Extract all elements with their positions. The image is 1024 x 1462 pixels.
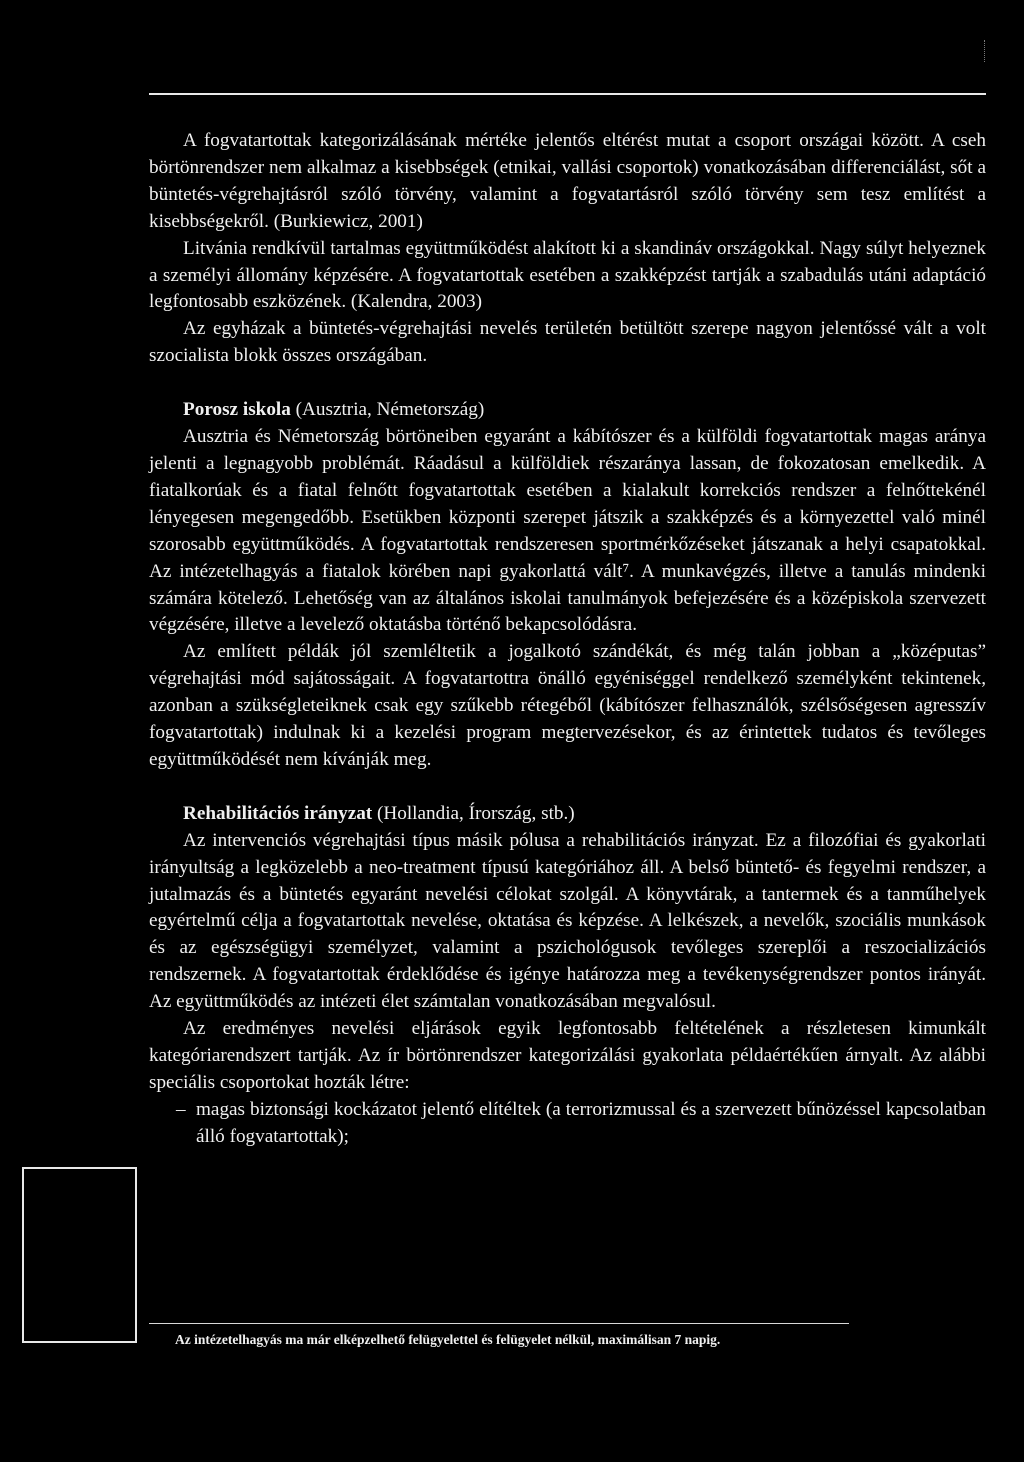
paragraph: Litvánia rendkívül tartalmas együttműködést alakított ki a skandináv országokkal. Nagy súlyt helyeznek a személyi állomány képzésére. A fogvatartottak esetében a szakképzést tartják a szabadulás utáni adaptáció legfontosabb eszközének. (Kalendra, 2003) (149, 237, 986, 313)
paragraph: Az eredményes nevelési eljárások egyik legfontosabb feltételének a részletesen kimunkált kategóriarendszert tartják. Az ír börtönrendszer kategorizálási gyakorlata példaértékűen árnyalt. Az alábbi speciális csoportokat hozták létre: (149, 1018, 986, 1093)
section-heading-rest: (Ausztria, Németország) (290, 399, 485, 421)
paragraph: Az egyházak a büntetés-végrehajtási nevelés területén betültött szerepe nagyon jelentőssé vált a volt szocialista blokk összes országában. (149, 318, 986, 367)
paragraph: Az intervenciós végrehajtási típus másik pólusa a rehabilitációs irányzat. Ez a filozófiai és gyakorlati irányultság a legközelebb a neo-treatment típusú kategóriához áll. A belső büntető- és fegyelmi rendszer, a jutalmazás és a büntetés egyaránt nevelési célokat szolgál. A könyvtárak, a tantermek és a tanműhelyek egyértelmű célja a fogvatartottak nevelése, oktatása és képzése. A lelkészek, a nevelők, szociális munkások és az egészségügyi személyzet, valamint a pszichológusok tevőleges szereplői a reszocializációs rendszernek. A fogvatartottak érdeklődése és igénye határozza meg a tevékenységrendszer pontos irányát. Az együttműködés az intézeti élet számtalan vonatkozásában megvalósul. (149, 829, 986, 1013)
page-body (149, 128, 986, 1151)
list-dash: – (176, 1098, 186, 1120)
footnote: Az intézetelhagyás ma már elképzelhető felügyelettel és felügyelet nélkül, maximálisan 7 napig. (175, 1332, 721, 1347)
margin-box (22, 1167, 137, 1343)
section-heading-rest: (Hollandia, Írország, stb.) (372, 802, 575, 824)
paragraph: A fogvatartottak kategorizálásának mértéke jelentős eltérést mutat a csoport országai között. A cseh börtönrendszer nem alkalmaz a kisebbségek (etnikai, vallási csoportok) vonatkozásában differenciálást, sőt a büntetés-végrehajtásról szóló törvény, valamint a fogvatartásról szóló törvény sem tesz említést a kisebbségekről. (Burkiewicz, 2001) (149, 130, 986, 232)
scan-mark (984, 40, 987, 62)
section-heading-rehab (149, 801, 986, 828)
paragraph: Ausztria és Németország börtöneiben egyaránt a kábítószer és a külföldi fogvatartottak magas aránya jelenti a legnagyobb problémát. Ráadásul a külföldiek részaránya lassan, de fokozatosan emelkedik. A fiatalkorúak és a fiatal felnőtt fogvatartottak esetében a kialakult korrekciós rendszer a felnőttekénél lényegesen megengedőbb. Esetükben központi szerepet játszik a szakképzés és a környezettel való minél szorosabb együttműködés. A fogvatartottak rendszeresen sportmérkőzéseket játszanak a helyi csapatokkal. Az intézetelhagyás a fiatalok körében napi gyakorlattá vált⁷. A munkavégzés, illetve a tanulás mindenki számára kötelező. Lehetőség van az általános iskolai tanulmányok befejezésére és a középiskola szervezett végzésére, illetve a levelező oktatásba történő bekapcsolódásra. (149, 426, 986, 636)
section-heading-bold: Porosz iskola (183, 399, 291, 421)
list-item-text: magas biztonsági kockázatot jelentő elítéltek (a terrorizmussal és a szervezett bűnözéssel kapcsolatban álló fogvatartottak); (196, 1098, 986, 1147)
section-heading-bold: Rehabilitációs irányzat (183, 802, 373, 824)
list-item (149, 1097, 986, 1151)
header-rule (149, 93, 986, 95)
footnote-rule (149, 1323, 849, 1324)
section-heading-porosz (149, 397, 986, 424)
paragraph: Az említett példák jól szemléltetik a jogalkotó szándékát, és még talán jobban a „középutas” végrehajtási mód sajátosságait. A fogvatartottra önálló egyéniséggel rendelkező személyként tekintenek, azonban a szükségleteiknek csak egy szűkebb rétegéből (kábítószer felhasználók, szélsőségesen agresszív fogvatartottak) indulnak ki a kezelési program megtervezésekor, és az érintettek tudatos és tevőleges együttműködését nem kívánják meg. (149, 641, 986, 770)
